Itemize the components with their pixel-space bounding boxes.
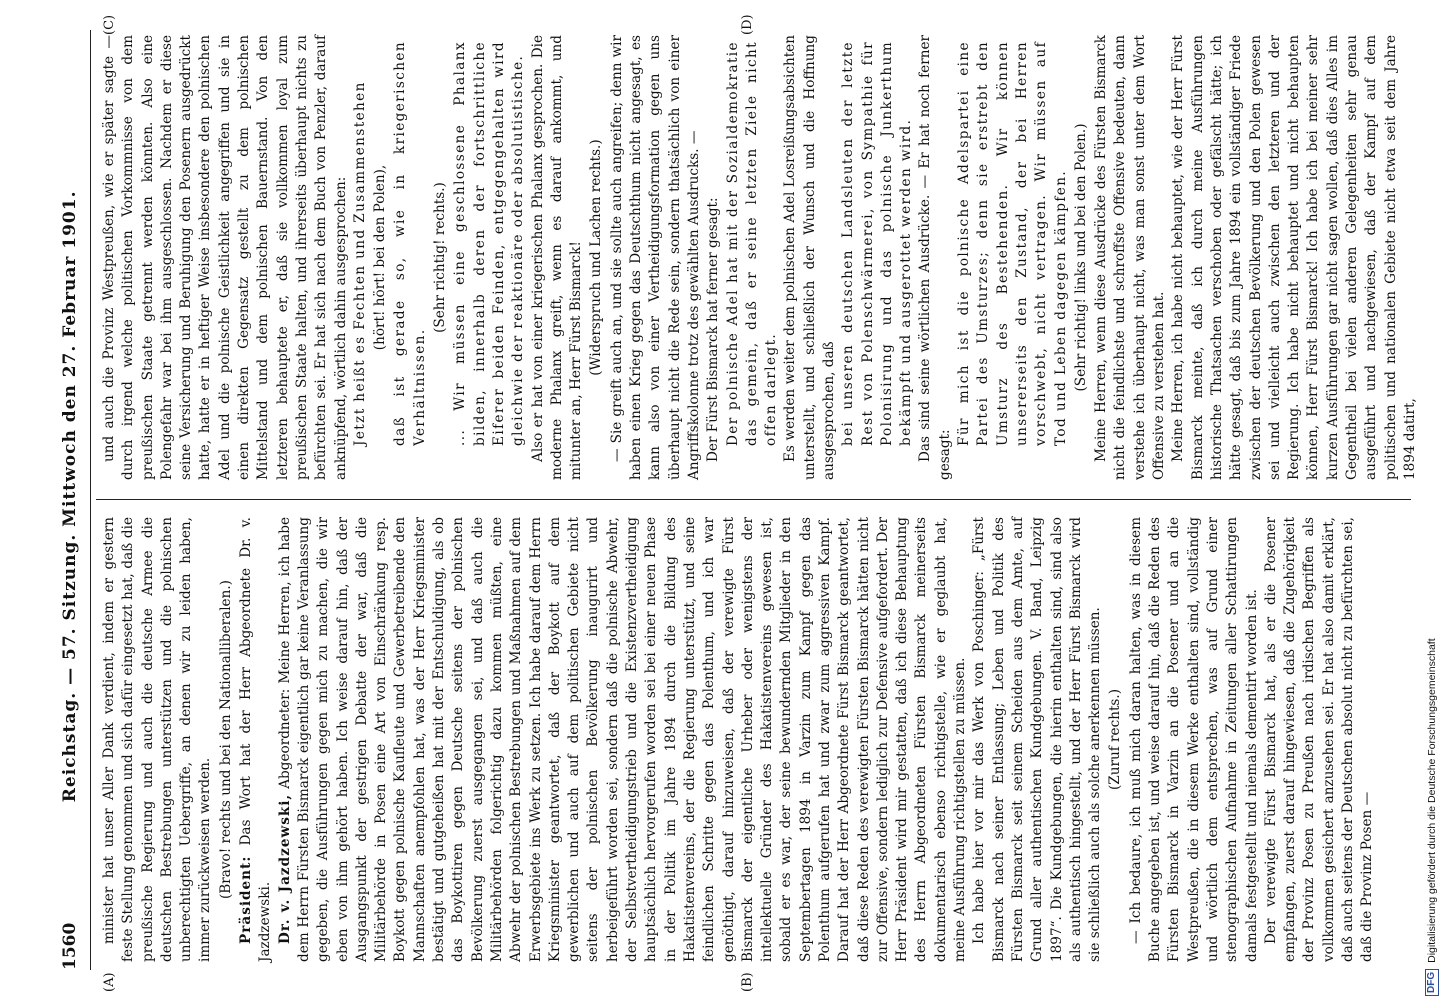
body-paragraph: — Ich bedaure, ich muß mich daran halten, was in diesem Buche angegeben ist, und weise darauf hin, daß die Reden des Fürsten Bismarck in Varzin an die Posener und an die Westpreußen, die in diesem Werke enthalten sind, vollständig und wörtlich dem entsprechen, was auf Grund einer stenographischen Aufnahme in Zeitungen aller Schattirungen damals festgestellt und niemals dementirt worden ist. xyxy=(1127,517,1260,962)
stage-note: (Sehr richtig! links und bei den Polen.) xyxy=(1072,123,1089,392)
margin-label-b: (B) xyxy=(740,972,755,992)
margin-label-c: (C) xyxy=(102,14,117,35)
stage-note: (Widerspruch und Lachen rechts.) xyxy=(588,139,605,376)
margin-label-d: (D) xyxy=(740,14,755,35)
speech-paragraph xyxy=(276,517,971,962)
speaker-name: Dr. v. Jazdzewski, xyxy=(276,793,293,944)
body-paragraph: Das sind seine wörtlichen Ausdrücke. — Er hat noch ferner gesagt: xyxy=(917,35,953,480)
dfg-logo: DFG xyxy=(1425,969,1439,996)
body-paragraph: Der Fürst Bismarck hat ferner gesagt: xyxy=(705,197,722,462)
page-number: 1560 xyxy=(60,922,80,970)
speech-text: Das Wort hat der Herr Abgeordnete Dr. v. Jazdzewski. xyxy=(238,517,274,962)
page-title: Reichstag. — 57. Sitzung. Mittwoch den 27. Februar 1901. xyxy=(60,190,80,803)
page-header xyxy=(50,30,91,970)
quoted-passage: Jetzt heißt es Fechten und Zusammenstehen xyxy=(351,81,368,446)
body-paragraph: Meine Herren, wenn diese Ausdrücke des Fürsten Bismarck nicht die feindlichste und schroffste Offensive bedeuten, dann verstehe ich überhaupt nicht, was man sonst unter dem Wort Offensive zu verstehen hat. xyxy=(1093,35,1168,480)
speech-text: Abgeordneter: Meine Herren, ich habe dem Herrn Fürsten Bismarck eigentlich gar keine Veranlassung gegeben, die Ausführungen gegen mich zu machen, die wir eben von ihm gehört haben. Ich weise darauf hin, daß der Ausgangspunkt der gestrigen Debatte der war, daß die Militärbehörde in Posen eine Art von Einschränkung resp. Boykott gegen polnische Kaufleute und Gewerbetreibende den Mannschaften anempfohlen hat, was der Herr Kriegsminister bestätigt und gutgeheißen hat mit der Entschuldigung, als ob das Boykottiren gegen Deutsche seitens der polnischen Bevölkerung zuerst ausgegangen sei, und daß auch die Militärbehörden folgerichtig dazu kommen müßten, eine Abwehr der polnischen Bestrebungen und Maßnahmen auf dem Erwerbsgebiete ins Werk zu setzen. Ich habe darauf dem Herrn Kriegsminister geantwortet, daß der Boykott auf dem gewerblichen und auch auf dem politischen Gebiete nicht seitens der polnischen Bevölkerung inaugurirt und herbeigeführt worden sei, sondern daß die polnische Abwehr, der Selbstvertheidigungstrieb und die Existenzvertheidigung hauptsächlich hervorgerufen worden sei bei einer neuen Phase in der Politik im Jahre 1894 durch die Bildung des Hakatistenvereins, der die Regierung unterstützt, und seine feindlichen Schritte gegen das Polenthum, und ich war genöthigt, darauf hinzuweisen, daß der verewigte Fürst Bismarck der eigentliche Urheber oder wenigstens der intellektuelle Gründer des Hakatistenvereins gewesen ist, sobald er es war, der seine bewundernden Mitglieder in den Septembertagen 1894 in Varzin zum Kampf gegen das Polenthum aufgerufen hat und zwar zum aggressiven Kampf. Darauf hat der Herr Abgeordnete Fürst Bismarck geantwortet, daß diese Reden des verewigten Fürsten Bismarck hätten nicht zur Offensive, sondern lediglich zur Defensive aufgefordert. Der Herr Präsident wird mir gestatten, daß ich diese Behauptung des Herrn Abgeordneten Fürsten Bismarck meinerseits dokumentarisch ebenso richtigstelle, wie er geglaubt hat, meine Ausführung richtigstellen zu müssen. xyxy=(276,516,969,962)
credit-text: Digitalisierung gefördert durch die Deutsche Forschungsgemeinschaft xyxy=(1426,638,1438,963)
body-paragraph: und auch die Provinz Westpreußen, wie er später sagte — durch irgend welche politischen Vorkommnisse von dem preußischen Staate getrennt werden könnten. Also eine Polengefahr war bei ihm ausgeschlossen. Nachdem er diese seine Versicherung und Beruhigung den Posenern ausgedrückt hatte, hatte er in heftiger Weise insbesondere den polnischen Adel und die polnische Geistlichkeit angegriffen und sie in einen direkten Gegensatz gestellt zu dem polnischen Mittelstand und dem polnischen Bauernstand. Von den letzteren behauptete er, daß sie vollkommen loyal zum preußischen Staate halten, und ihrerseits überhaupt nichts zu befürchten sei. Er hat sich nach dem Buch von Penzler, darauf anknüpfend, wörtlich dahin ausgesprochen: xyxy=(101,35,349,480)
body-paragraph: Der verewigte Fürst Bismarck hat, als er die Posener empfangen, zuerst darauf hingewiesen, daß die Zugehörigkeit der Provinz Posen zu Preußen nach irdischen Begriffen als vollkommen gesichert anzusehen sei. Er hat also damit erklärt, daß auch seitens der Deutschen absolut nicht zu befürchten sei, daß die Provinz Posen — xyxy=(1262,517,1376,962)
left-column xyxy=(100,517,1410,962)
body-paragraph: Meine Herren, ich habe nicht behauptet, wie der Herr Fürst Bismarck meinte, daß ich durch meine Ausführungen historische Thatsachen verschoben oder gefälscht hätte; ich hätte gesagt, daß bis zum Jahre 1894 ein vollständiger Friede zwischen der deutschen Bevölkerung und den Polen gewesen sei und vielleicht auch zwischen den letzteren und der Regierung. Ich habe nicht behauptet und nicht behaupten können, Herr Fürst Bismarck! Ich habe ich bei meiner sehr kurzen Ausführungen gar nicht sagen wollen, daß dies Alles im Gegentheil bei vielen anderen Gelegenheiten sehr genau ausgeführt und nachgewiesen, daß der Kampf auf dem politischen und nationalen Gebiete nicht etwa seit dem Jahre 1894 datirt, xyxy=(1170,35,1418,480)
quoted-passage: Der polnische Adel hat mit der Sozialdemokratie das gemein, daß er seine letzten Ziele nicht offen darlegt. xyxy=(724,41,780,446)
quoted-passage: bei unseren deutschen Landsleuten der letzte Rest von Polenschwärmerei, von Sympathie für Polonisirung und das polnische Junkerthum bekämpft und ausgerottet werden wird. xyxy=(840,41,915,446)
body-paragraph: — Sie greift auch an, und sie sollte auch angreifen; denn wir haben einen Krieg gegen das Deutschthum nicht angesagt, es kann also von einer Vertheidigungsformation gegen uns überhaupt nicht die Rede sein, sondern thatsächlich von einer Angriffskolonne trotz des gewählten Ausdrucks. — xyxy=(608,35,702,480)
document-page xyxy=(40,0,1438,1000)
speaker-name: Präsident: xyxy=(238,855,255,944)
quoted-passage: daß ist gerade so, wie in kriegerischen Verhältnissen. xyxy=(392,41,428,446)
body-paragraph: Also er hat von einer kriegerischen Phalanx gesprochen. Die moderne Phalanx greift, wenn es darauf ankommt, und mitunter an, Herr Fürst Bismarck! xyxy=(529,35,585,480)
stage-note: (Bravo! rechts und bei den Nationalliberalen.) xyxy=(217,580,234,900)
body-paragraph: minister hat unser Aller Dank verdient, indem er gestern feste Stellung genommen und sich dafür eingesetzt hat, daß die preußische Regierung und auch die deutsche Armee die deutschen Bestrebungen unterstützen und die polnischen unberechtigten Uebergriffe, an denen wir zu leiden haben, immer zurückweisen werden. xyxy=(101,517,214,962)
margin-label-a: (A) xyxy=(102,972,117,992)
column-divider xyxy=(96,499,1411,500)
body-paragraph: Ich habe hier vor mir das Werk von Poschinger: „Fürst Bismarck nach seiner Entlassung; Leben und Politik des Fürsten Bismarck seit seinem Scheiden aus dem Amte, auf Grund aller authentischen Kundgebungen. V. Band, Leipzig 1897“. Die Kundgebungen, die hierin enthalten sind, sind also als authentisch hingestellt, und der Herr Fürst Bismarck wird sie schließlich auch als solche anerkennen müssen. xyxy=(971,517,1104,962)
quoted-passage: Für mich ist die polnische Adelspartei eine Partei des Umsturzes; denn sie erstrebt den Umsturz des Bestehenden. Wir können unsererseits den Zustand, der bei Herren vorschwebt, nicht vertragen. Wir müssen auf Tod und Leben dagegen kämpfen. xyxy=(956,41,1069,446)
digitization-credit xyxy=(1425,0,1439,1000)
body-paragraph: Es werden weiter dem polnischen Adel Losreißungsabsichten unterstellt, und schließlich der Wunsch und die Hoffnung ausgesprochen, daß xyxy=(782,35,837,480)
right-column xyxy=(100,35,1418,480)
stage-note: (Zuruf rechts.) xyxy=(1107,688,1124,791)
speech-paragraph xyxy=(237,517,276,962)
stage-note: (hört! hört! bei den Polen), xyxy=(372,164,389,351)
quoted-passage: ... Wir müssen eine geschlossene Phalanx bilden, innerhalb deren der fortschrittliche Eiferer beiden Feinden, entgegengehalten wird gleichwie der reaktionäre oder absolutistische. xyxy=(452,41,527,446)
stage-note: (Sehr richtig! rechts.) xyxy=(432,182,449,333)
